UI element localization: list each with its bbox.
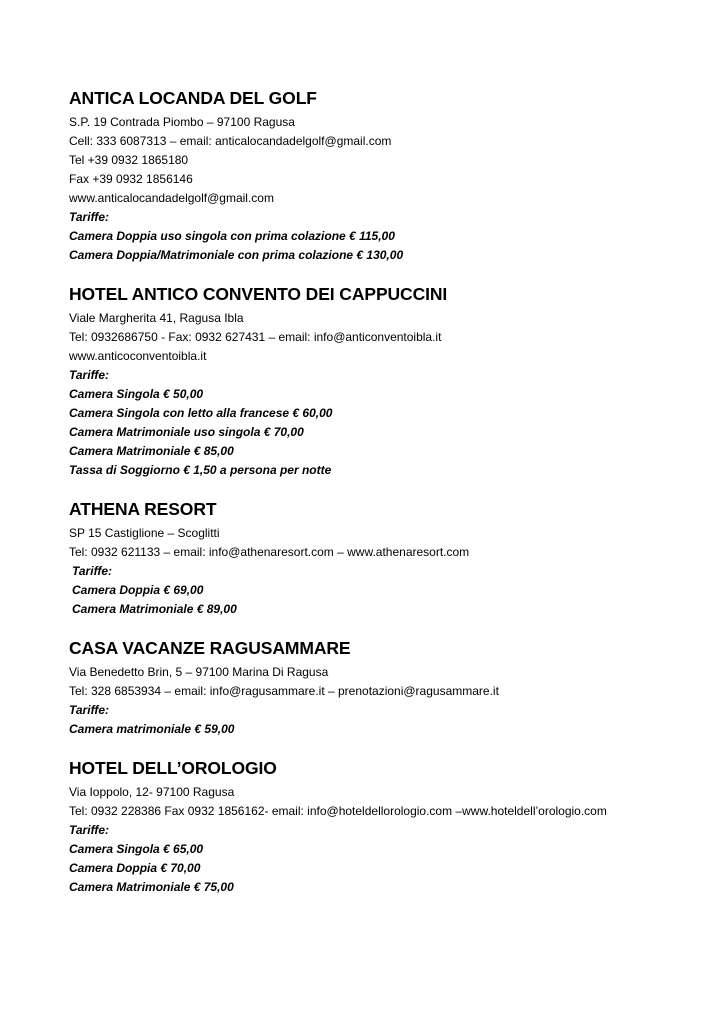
rate-item: Camera Doppia uso singola con prima colazione € 115,00 <box>69 229 395 243</box>
hotel-phone: Tel +39 0932 1865180 <box>69 153 189 167</box>
hotel-entry-casa-vacanze-ragusammare <box>69 636 709 739</box>
hotel-contact: Tel: 0932 621133 – email: info@athenaresort.com – www.athenaresort.com <box>69 545 470 559</box>
hotel-address: SP 15 Castiglione – Scoglitti <box>69 526 220 540</box>
rate-item: Camera Singola € 65,00 <box>69 842 204 856</box>
tariffe-label: Tariffe: <box>69 823 110 837</box>
rate-item: Camera Doppia/Matrimoniale con prima colazione € 130,00 <box>69 248 404 262</box>
rate-item: Camera Doppia € 69,00 <box>72 583 204 597</box>
rate-item: Camera Matrimoniale uso singola € 70,00 <box>69 425 304 439</box>
hotel-contact: Tel: 0932 228386 Fax 0932 1856162- email: info@hoteldellorologio.com –www.hoteldell’orologio.com <box>69 804 607 818</box>
hotel-entry-athena-resort <box>69 497 709 619</box>
hotel-contact: Tel: 0932686750 - Fax: 0932 627431 – email: info@anticonventoibla.it <box>69 330 442 344</box>
hotel-name: CASA VACANZE RAGUSAMMARE <box>69 638 351 658</box>
hotel-name: ANTICA LOCANDA DEL GOLF <box>69 88 317 108</box>
tariffe-label: Tariffe: <box>72 564 113 578</box>
hotel-contact-cell-email: Cell: 333 6087313 – email: anticalocandadelgolf@gmail.com <box>69 134 392 148</box>
hotel-entry-antico-convento-dei-cappuccini <box>69 282 709 480</box>
document-page <box>69 86 709 897</box>
rate-item: Camera Singola € 50,00 <box>69 387 204 401</box>
hotel-name: ATHENA RESORT <box>69 499 217 519</box>
hotel-website: www.anticalocandadelgolf@gmail.com <box>69 191 274 205</box>
tariffe-label: Tariffe: <box>69 703 110 717</box>
hotel-name: HOTEL ANTICO CONVENTO DEI CAPPUCCINI <box>69 284 448 304</box>
hotel-fax: Fax +39 0932 1856146 <box>69 172 193 186</box>
rate-item: Camera Matrimoniale € 75,00 <box>69 880 234 894</box>
tariffe-label: Tariffe: <box>69 368 110 382</box>
rate-item: Tassa di Soggiorno € 1,50 a persona per notte <box>69 463 332 477</box>
hotel-entry-antica-locanda-del-golf <box>69 86 709 265</box>
hotel-address: S.P. 19 Contrada Piombo – 97100 Ragusa <box>69 115 295 129</box>
hotel-website: www.anticoconventoibla.it <box>69 349 207 363</box>
rate-item: Camera Matrimoniale € 89,00 <box>72 602 237 616</box>
rate-item: Camera Doppia € 70,00 <box>69 861 201 875</box>
hotel-address: Via Benedetto Brin, 5 – 97100 Marina Di Ragusa <box>69 665 329 679</box>
hotel-entry-hotel-dell-orologio <box>69 756 709 897</box>
rate-item: Camera matrimoniale € 59,00 <box>69 722 235 736</box>
rate-item: Camera Singola con letto alla francese € 60,00 <box>69 406 333 420</box>
hotel-address: Viale Margherita 41, Ragusa Ibla <box>69 311 244 325</box>
hotel-contact: Tel: 328 6853934 – email: info@ragusammare.it – prenotazioni@ragusammare.it <box>69 684 499 698</box>
hotel-address: Via Ioppolo, 12- 97100 Ragusa <box>69 785 235 799</box>
rate-item: Camera Matrimoniale € 85,00 <box>69 444 234 458</box>
tariffe-label: Tariffe: <box>69 210 110 224</box>
hotel-name: HOTEL DELL’OROLOGIO <box>69 758 277 778</box>
